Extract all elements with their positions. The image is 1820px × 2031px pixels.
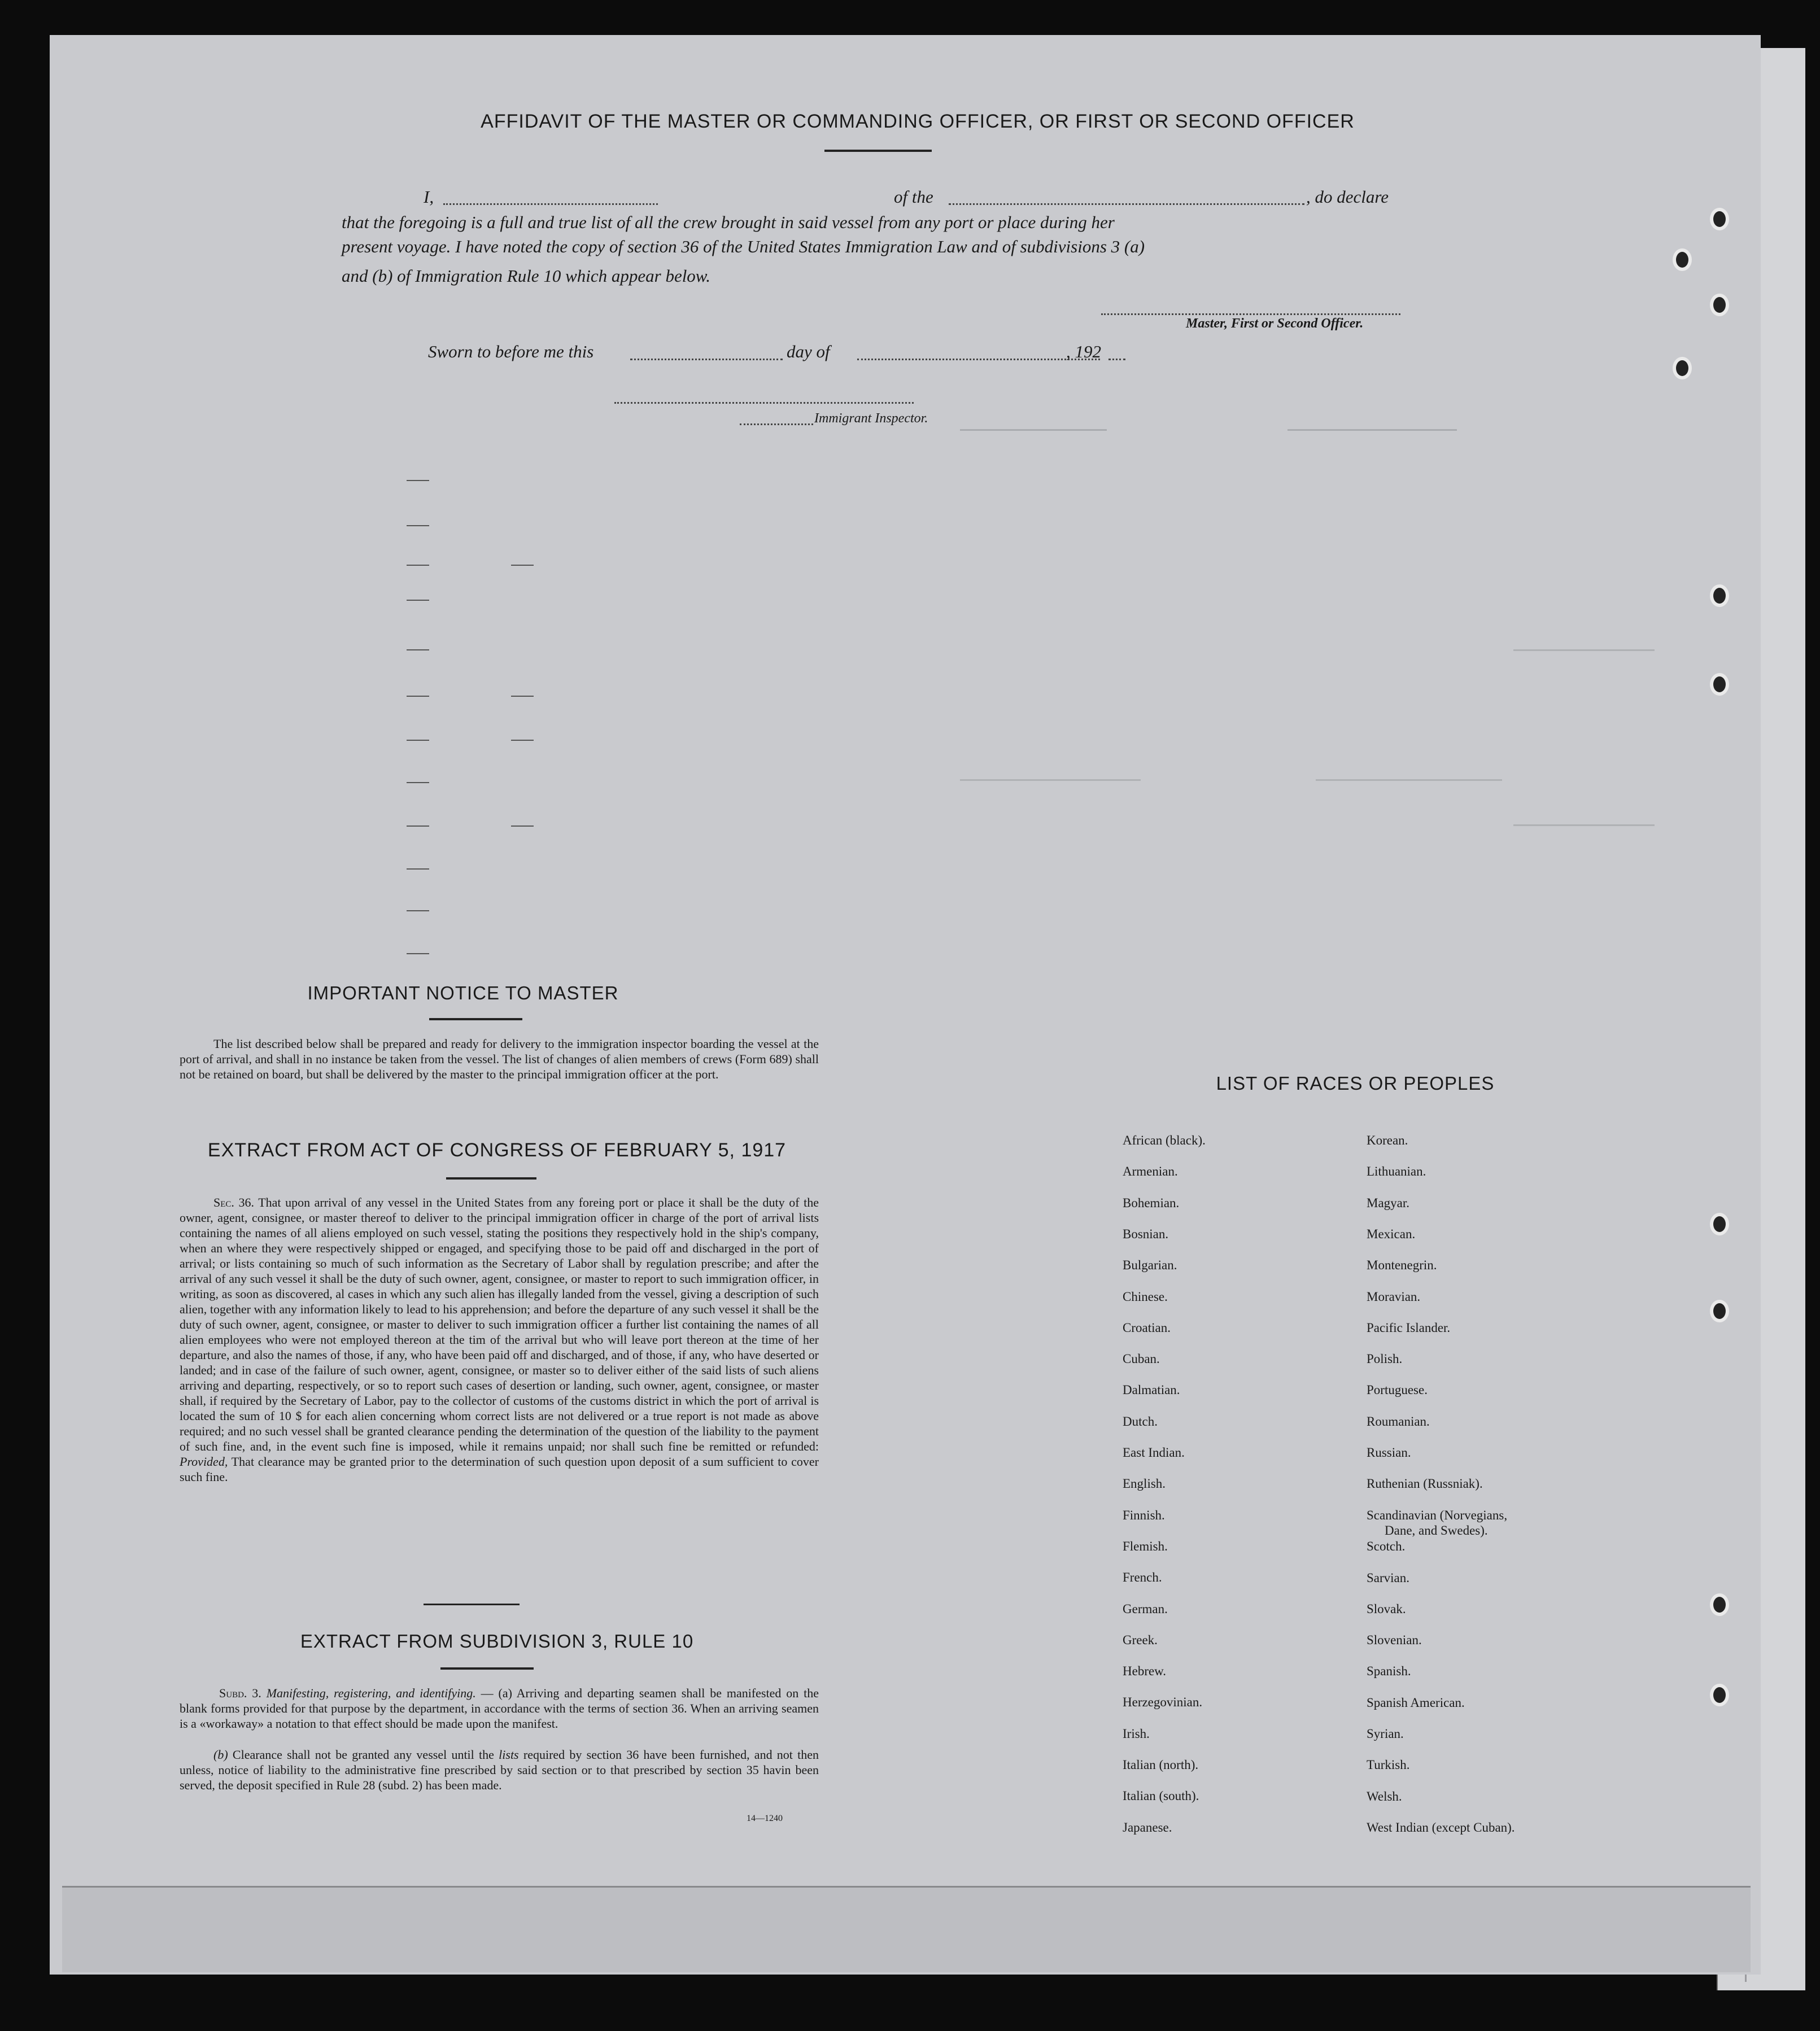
race-item: Hebrew. [1123, 1664, 1167, 1679]
affidavit-of-the: of the [894, 187, 933, 207]
race-item: Scotch. [1367, 1539, 1406, 1554]
race-item: Italian (south). [1123, 1789, 1199, 1803]
race-item: Welsh. [1367, 1789, 1402, 1803]
race-item: Spanish American. [1367, 1695, 1465, 1710]
bleed-through-mark [511, 825, 534, 827]
form-number: 14—1240 [747, 1814, 783, 1823]
binder-hole-icon [1710, 294, 1729, 316]
race-item: German. [1123, 1601, 1168, 1616]
race-item: Roumanian. [1367, 1414, 1430, 1429]
race-item: Finnish. [1123, 1508, 1165, 1522]
race-item: Montenegrin. [1367, 1258, 1437, 1273]
act-title: EXTRACT FROM ACT OF CONGRESS OF FEBRUARY 5, 1917 [207, 1139, 787, 1161]
rule-a-text: — (a) Arriving and departing seamen shall be manifested on the blank forms provided for that purpose by the department, in accordance with the terms of section 36. When an arriving seamen is a «workaway» a notation to that effect should be made upon the manifest. [180, 1686, 819, 1731]
binder-hole-icon [1673, 357, 1692, 379]
bleed-through-mark [407, 565, 429, 566]
inspector-signature-field[interactable] [614, 402, 914, 404]
race-item: Bulgarian. [1123, 1258, 1177, 1273]
race-item: Greek. [1123, 1632, 1158, 1647]
sworn-day-field[interactable] [630, 359, 783, 360]
race-item: Dalmatian. [1123, 1383, 1180, 1397]
bleed-through-mark [407, 649, 429, 650]
bleed-through-mark [407, 600, 429, 601]
name-field[interactable] [443, 203, 658, 205]
bleed-through-mark [407, 910, 429, 911]
rule-text-b [180, 1747, 819, 1793]
bleed-through-mark [407, 825, 429, 827]
act-text [180, 1195, 819, 1484]
act-section-text-end: That clearance may be granted prior to the determination of such question upon deposit of a sum sufficient to cover such fine. [180, 1455, 819, 1484]
race-item: Ruthenian (Russniak). [1367, 1477, 1483, 1491]
document-page [50, 35, 1761, 1975]
affidavit-title: AFFIDAVIT OF THE MASTER OR COMMANDING OFFICER, OR FIRST OR SECOND OFFICER [481, 111, 1355, 132]
binder-hole-icon [1673, 248, 1692, 271]
bleed-through-mark [1513, 824, 1655, 826]
act-end-divider [424, 1604, 520, 1605]
race-item: Korean. [1367, 1133, 1408, 1147]
race-item: Herzegovinian. [1123, 1695, 1203, 1710]
bleed-through-mark [1316, 779, 1502, 781]
affidavit-line-2: that the foregoing is a full and true list of all the crew brought in said vessel from any port or place during her [342, 212, 1115, 232]
affidavit-i: I, [424, 187, 434, 207]
binder-hole-icon [1710, 1300, 1729, 1322]
race-item: Chinese. [1123, 1289, 1168, 1304]
race-item: Sarvian. [1367, 1570, 1410, 1585]
rule-b-text-1: Clearance shall not be granted any vessel until the [232, 1748, 494, 1762]
race-item: Magyar. [1367, 1195, 1410, 1210]
rule-title: EXTRACT FROM SUBDIVISION 3, RULE 10 [300, 1631, 694, 1652]
race-item: Scandinavian (Norvegians, [1367, 1508, 1508, 1522]
race-item: East Indian. [1123, 1445, 1185, 1460]
race-item: Slovak. [1367, 1601, 1406, 1616]
race-item: Bosnian. [1123, 1226, 1169, 1241]
race-item: Turkish. [1367, 1758, 1410, 1772]
sworn-line [428, 342, 1162, 365]
race-item: West Indian (except Cuban). [1367, 1820, 1515, 1835]
bleed-through-mark [407, 782, 429, 783]
notice-title-underline [429, 1018, 522, 1020]
sworn-label: Sworn to before me this [428, 342, 594, 361]
act-provided: Provided, [180, 1455, 228, 1469]
binder-hole-icon [1710, 1593, 1729, 1616]
race-item: English. [1123, 1477, 1166, 1491]
bleed-through-mark [407, 868, 429, 870]
race-item: Flemish. [1123, 1539, 1168, 1553]
rule-title-underline [440, 1667, 534, 1670]
rule-subd-title: Manifesting, registering, and identifying. [266, 1686, 476, 1700]
race-item: Slovenian. [1367, 1633, 1422, 1648]
binder-hole-icon [1710, 584, 1729, 607]
races-title: LIST OF RACES OR PEOPLES [1216, 1073, 1495, 1094]
binder-hole-icon [1710, 1684, 1729, 1706]
race-item: African (black). [1123, 1133, 1206, 1147]
bleed-through-mark [407, 953, 429, 954]
inspector-signature-field-2[interactable] [740, 423, 813, 425]
race-item: Bohemian. [1123, 1195, 1180, 1210]
race-item: Dutch. [1123, 1414, 1158, 1429]
year-label: , 192 [1066, 342, 1101, 361]
race-item: Irish. [1123, 1726, 1150, 1741]
race-item: Russian. [1367, 1445, 1411, 1460]
rule-subd-label: Subd. 3. [219, 1686, 261, 1700]
race-item: Armenian. [1123, 1164, 1178, 1179]
vessel-field[interactable] [949, 203, 1304, 205]
page-bottom-edge [62, 1886, 1751, 1972]
binder-hole-icon [1710, 208, 1729, 230]
race-item: Mexican. [1367, 1226, 1416, 1241]
race-item: Lithuanian. [1367, 1164, 1426, 1179]
bleed-through-mark [1287, 429, 1457, 431]
binder-hole-icon [1710, 673, 1729, 696]
bleed-through-mark [960, 429, 1107, 431]
bleed-through-mark [511, 696, 534, 697]
bleed-through-mark [960, 779, 1141, 781]
rule-text-a [180, 1685, 819, 1731]
bleed-through-mark [511, 565, 534, 566]
race-item: Moravian. [1367, 1289, 1421, 1304]
race-item: Dane, and Swedes). [1385, 1523, 1488, 1538]
binder-hole-icon [1710, 1213, 1729, 1235]
race-item: Italian (north). [1123, 1758, 1199, 1772]
bleed-through-mark [407, 480, 429, 481]
day-of-label: day of [787, 342, 830, 361]
act-section-label: Sec. 36. [213, 1195, 254, 1209]
affidavit-do-declare: , do declare [1306, 187, 1389, 207]
race-item: Polish. [1367, 1352, 1403, 1366]
notice-text: The list described below shall be prepared and ready for delivery to the immigration inspector boarding the vessel at the port of arrival, and shall in no instance be taken from the vessel. The list of changes of alien members of crews (Form 689) shall not be retained on board, but shall be delivered by the master to the principal immigration officer at the port. [180, 1037, 819, 1081]
bleed-through-mark [511, 740, 534, 741]
sworn-month-field[interactable] [857, 359, 1100, 360]
affidavit-title-underline [824, 150, 932, 152]
act-title-underline [446, 1177, 536, 1180]
race-item: Japanese. [1123, 1820, 1172, 1835]
notice-title: IMPORTANT NOTICE TO MASTER [307, 982, 619, 1003]
rule-b-text-2: required by section 36 have been furnished, and not then unless, notice of liability to the administrative fine prescribed by said section or to that prescribed by section 35 havin been served, the deposit specified in Rule 28 (subd. 2) has been made. [180, 1748, 819, 1792]
race-item: Portuguese. [1367, 1383, 1428, 1397]
affidavit-line-4: and (b) of Immigration Rule 10 which appear below. [342, 266, 710, 286]
bleed-through-mark [407, 525, 429, 526]
race-item: Syrian. [1367, 1727, 1404, 1741]
rule-b-label: (b) [213, 1748, 228, 1762]
act-section-text: That upon arrival of any vessel in the United States from any foreing port or place it shall be the duty of the owner, agent, consignee, or master thereof to deliver to the principal immigration officer in charge of the port of arrival lists containing the names of all aliens employed on such vessel, stating the positions they respectively hold in the ship's company, when an where they were respectively shipped or engaged, and specifying those to be paid off and discharged in the port of arrival; or lists containing so much of such information as the Secretary of Labor shall by regulation prescribe; and after the arrival of any such vessel it shall be the duty of such owner, agent, consignee, or master to report to such immigration officer, in writing, as soon as discovered, al cases in which any such alien has illegally landed from the vessel, giving a description of such alien, together with any information likely to lead to his apprehension; and before the departure of any such vessel it shall be the duty of such owner, agent, consignee, or master to deliver to such immigration officer a further list containing the names of all alien employees who were not employed thereon at the tim of the arrival but who will leave port thereon at the time of her departure, and also the names of those, if any, who have been paid off and discharged, and of those, if any, who have deserted or landed; and in case of the failure of such owner, agent, consignee, or master so to deliver either of the said lists of such aliens arriving and departing, respectively, or so to report such cases of desertion or landing, such owner, agent, consignee, or master shall, if required by the Secretary of Labor, pay to the collector of customs of the customs district in which the port of arrival is located the sum of 10 $ for each alien concerning whom correct lists are not delivered or a true report is not made as above required; and no such vessel shall be granted clearance pending the determination of the question of the liability to the payment of such fine, and, in the event such fine is imposed, while it remains unpaid; nor shall such fine be remitted or refunded: [180, 1195, 819, 1453]
race-item: Pacific Islander. [1367, 1320, 1451, 1335]
bleed-through-mark [407, 696, 429, 697]
rule-b-lists: lists [499, 1748, 519, 1762]
affidavit-line-3: present voyage. I have noted the copy of section 36 of the United States Immigration Law and of subdivisions 3 (a) [342, 237, 1145, 256]
bleed-through-mark [1513, 649, 1655, 651]
bleed-through-mark [407, 740, 429, 741]
sworn-year-field[interactable] [1108, 359, 1125, 360]
race-item: Spanish. [1367, 1664, 1411, 1679]
master-signature-field[interactable] [1101, 313, 1400, 315]
race-item: Cuban. [1123, 1352, 1160, 1366]
master-signature-label: Master, First or Second Officer. [1186, 316, 1364, 331]
inspector-label: Immigrant Inspector. [814, 411, 928, 426]
race-item: Croatian. [1123, 1320, 1171, 1335]
race-item: French. [1123, 1570, 1162, 1585]
